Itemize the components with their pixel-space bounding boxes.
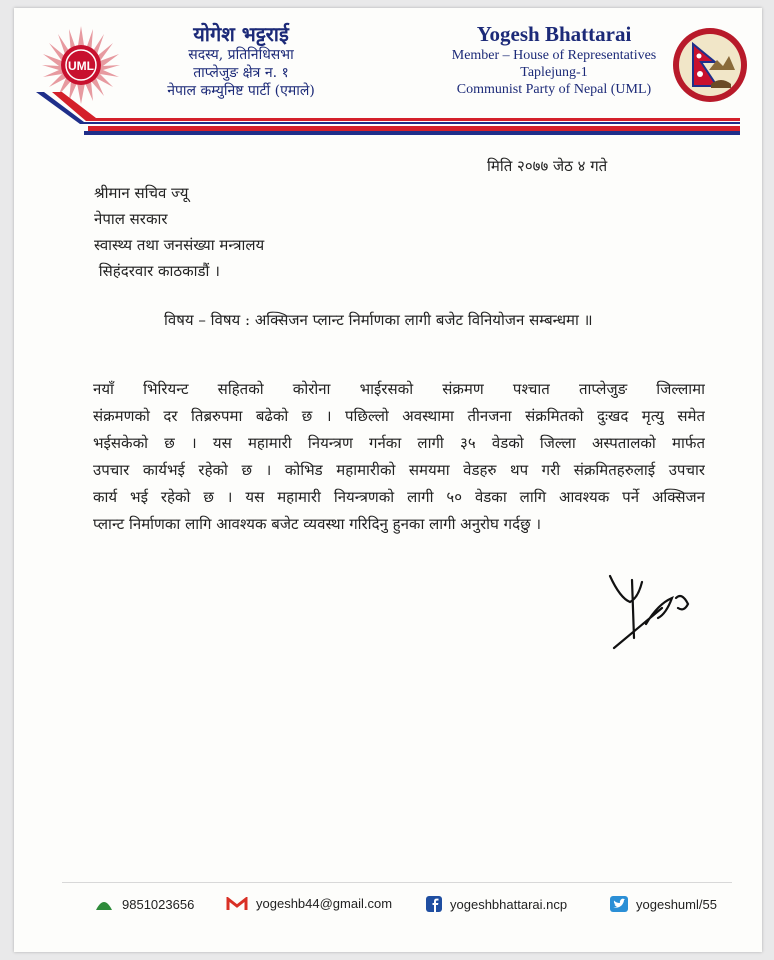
body-line: संक्रमणको दर तिब्ररुपमा बढेको छ । पछिल्लो अवस्थामा तीनजना संक्रमितको दुःखद मृत्यु समेत bbox=[93, 407, 705, 425]
twitter-icon bbox=[610, 896, 628, 912]
body-line: उपचार कार्यभई रहेको छ । कोभिड महामारीको समयमा वेडहरु थप गरी संक्रमितहरुलाई उपचार bbox=[93, 461, 705, 479]
nepali-constituency: ताप्लेजुङ क्षेत्र न. १ bbox=[193, 65, 289, 81]
english-position: Member – House of Representatives bbox=[451, 48, 657, 63]
recipient-address bbox=[94, 180, 264, 284]
letterhead-stripes bbox=[22, 90, 762, 140]
uml-logo-text: UML bbox=[68, 59, 94, 73]
recipient-line: स्वास्थ्य तथा जनसंख्या मन्त्रालय bbox=[94, 236, 265, 254]
twitter-handle: yogeshuml/55 bbox=[636, 896, 717, 912]
english-name: Yogesh Bhattarai bbox=[476, 22, 632, 46]
body-line: कार्य भई रहेको छ । यस महामारी नियन्त्रणको लागी ५० वेडका लागि आवश्यक पर्ने अक्सिजन bbox=[93, 488, 705, 506]
body-line: भईसकेको छ । यस महामारी नियन्त्रण गर्नका लागी ३५ वेडको जिल्ला अस्पतालको मार्फत bbox=[93, 434, 705, 452]
phone-icon bbox=[94, 896, 114, 912]
facebook-handle: yogeshbhattarai.ncp bbox=[450, 896, 568, 912]
footer-divider bbox=[62, 882, 732, 883]
footer-email bbox=[226, 896, 392, 911]
english-constituency: Taplejung-1 bbox=[520, 65, 588, 80]
body-line: प्लान्ट निर्माणका लागि आवश्यक बजेट व्यवस्था गरिदिनु हुनका लागी अनुरोघ गर्दछु । bbox=[93, 515, 542, 533]
footer-facebook bbox=[426, 896, 567, 912]
nepali-name: योगेश भट्टराई bbox=[193, 22, 289, 46]
body-line: नयाँ भिरियन्ट सहितको कोरोना भाईरसको संक्रमण पश्चात ताप्लेजुङ जिल्लामा bbox=[93, 380, 705, 398]
nepali-party: नेपाल कम्युनिष्ट पार्टी (एमाले) bbox=[167, 83, 315, 99]
nepali-letterhead bbox=[126, 22, 356, 100]
recipient-line: श्रीमान सचिव ज्यू bbox=[94, 184, 189, 202]
gmail-icon bbox=[226, 897, 248, 911]
english-letterhead bbox=[434, 22, 674, 98]
english-party: Communist Party of Nepal (UML) bbox=[456, 82, 652, 97]
recipient-line: नेपाल सरकार bbox=[94, 210, 168, 228]
facebook-icon bbox=[426, 896, 442, 912]
recipient-line: सिहंदरवार काठकाडौं । bbox=[94, 262, 220, 280]
letter-body bbox=[93, 376, 705, 538]
footer-phone bbox=[94, 896, 194, 912]
nepali-position: सदस्य, प्रतिनिधिसभा bbox=[188, 47, 294, 63]
email-address: yogeshb44@gmail.com bbox=[256, 896, 393, 911]
handwritten-signature bbox=[602, 568, 712, 658]
letter-date: मिति २०७७ जेठ ४ गते bbox=[487, 157, 608, 175]
phone-number: 9851023656 bbox=[122, 896, 195, 912]
letter-subject: विषय – विषय : अक्सिजन प्लान्ट निर्माणका लागी बजेट विनियोजन सम्बन्धमा ॥ bbox=[164, 311, 593, 329]
footer-twitter bbox=[610, 896, 717, 912]
letter-page bbox=[14, 8, 762, 952]
